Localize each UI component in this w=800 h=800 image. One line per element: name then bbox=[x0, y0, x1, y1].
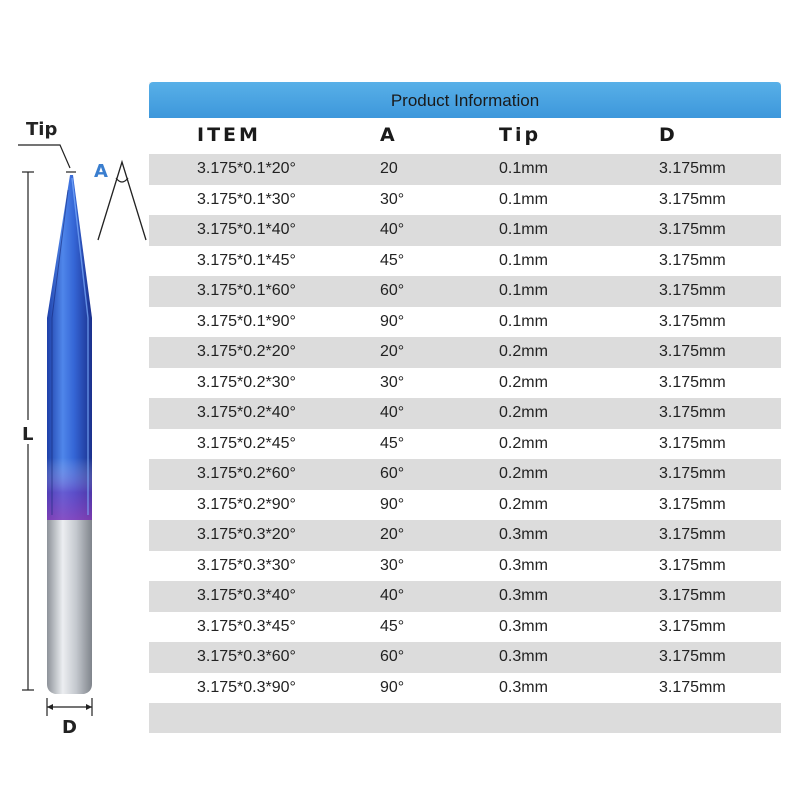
table-row bbox=[149, 459, 781, 490]
cell-diameter: 3.175mm bbox=[659, 404, 726, 421]
cell-diameter: 3.175mm bbox=[659, 343, 726, 360]
cell-tip: 0.1mm bbox=[499, 221, 548, 238]
table-row bbox=[149, 642, 781, 673]
cell-diameter: 3.175mm bbox=[659, 312, 726, 330]
cell-item: 3.175*0.1*20° bbox=[197, 160, 296, 177]
column-header-tip: Tip bbox=[499, 124, 542, 146]
cell-tip: 0.2mm bbox=[499, 404, 548, 421]
table-row bbox=[149, 154, 781, 185]
table-row bbox=[149, 307, 781, 338]
cell-angle: 20° bbox=[380, 343, 405, 360]
cell-angle: 60° bbox=[380, 648, 405, 665]
cell-angle: 40° bbox=[380, 404, 405, 421]
cell-item: 3.175*0.3*20° bbox=[197, 526, 296, 543]
cell-tip: 0.1mm bbox=[499, 251, 548, 269]
table-row bbox=[149, 581, 781, 612]
cell-diameter: 3.175mm bbox=[659, 495, 726, 513]
table-row bbox=[149, 520, 781, 551]
cell-angle: 30° bbox=[380, 190, 405, 208]
cell-tip: 0.2mm bbox=[499, 495, 548, 513]
cell-item: 3.175*0.3*45° bbox=[197, 617, 296, 635]
cell-item: 3.175*0.2*40° bbox=[197, 404, 296, 421]
cell-angle: 45° bbox=[380, 251, 405, 269]
cell-tip: 0.2mm bbox=[499, 343, 548, 360]
table-row bbox=[149, 368, 781, 399]
cell-diameter: 3.175mm bbox=[659, 526, 726, 543]
table-row bbox=[149, 612, 781, 643]
cell-diameter: 3.175mm bbox=[659, 648, 726, 665]
table-footer-row bbox=[149, 703, 781, 733]
cell-diameter: 3.175mm bbox=[659, 373, 726, 391]
table-header-row bbox=[149, 118, 781, 154]
cell-item: 3.175*0.3*30° bbox=[197, 556, 296, 574]
column-header-a: A bbox=[380, 124, 398, 146]
cell-tip: 0.3mm bbox=[499, 678, 548, 696]
cell-tip: 0.1mm bbox=[499, 312, 548, 330]
table-row bbox=[149, 398, 781, 429]
column-header-item: ITEM bbox=[197, 124, 261, 146]
cell-tip: 0.2mm bbox=[499, 465, 548, 482]
cell-tip: 0.2mm bbox=[499, 434, 548, 452]
cell-diameter: 3.175mm bbox=[659, 617, 726, 635]
cell-diameter: 3.175mm bbox=[659, 251, 726, 269]
cell-tip: 0.2mm bbox=[499, 373, 548, 391]
table-row bbox=[149, 673, 781, 704]
cell-tip: 0.1mm bbox=[499, 282, 548, 299]
cell-angle: 90° bbox=[380, 678, 405, 696]
cell-item: 3.175*0.2*90° bbox=[197, 495, 296, 513]
column-header-d: D bbox=[659, 124, 678, 146]
cell-tip: 0.3mm bbox=[499, 648, 548, 665]
table-body bbox=[149, 154, 781, 703]
cell-diameter: 3.175mm bbox=[659, 221, 726, 238]
cell-tip: 0.3mm bbox=[499, 526, 548, 543]
table-row bbox=[149, 429, 781, 460]
cell-angle: 90° bbox=[380, 495, 405, 513]
cell-item: 3.175*0.1*40° bbox=[197, 221, 296, 238]
bit-shank bbox=[47, 520, 92, 694]
tip-leader-line bbox=[18, 145, 70, 168]
cell-angle: 30° bbox=[380, 556, 405, 574]
cell-angle: 45° bbox=[380, 617, 405, 635]
cell-diameter: 3.175mm bbox=[659, 434, 726, 452]
table-row bbox=[149, 215, 781, 246]
table-row bbox=[149, 185, 781, 216]
cell-diameter: 3.175mm bbox=[659, 160, 726, 177]
cell-item: 3.175*0.1*30° bbox=[197, 190, 296, 208]
cell-item: 3.175*0.1*45° bbox=[197, 251, 296, 269]
cell-angle: 40° bbox=[380, 587, 405, 604]
length-label: L bbox=[22, 424, 34, 445]
table-row bbox=[149, 246, 781, 277]
cell-item: 3.175*0.2*30° bbox=[197, 373, 296, 391]
cell-diameter: 3.175mm bbox=[659, 587, 726, 604]
cell-tip: 0.3mm bbox=[499, 587, 548, 604]
cell-diameter: 3.175mm bbox=[659, 678, 726, 696]
diameter-label: D bbox=[62, 717, 77, 738]
cell-diameter: 3.175mm bbox=[659, 190, 726, 208]
table-row bbox=[149, 490, 781, 521]
cell-tip: 0.1mm bbox=[499, 160, 548, 177]
cell-angle: 30° bbox=[380, 373, 405, 391]
cell-item: 3.175*0.3*60° bbox=[197, 648, 296, 665]
cell-item: 3.175*0.3*40° bbox=[197, 587, 296, 604]
cell-item: 3.175*0.2*45° bbox=[197, 434, 296, 452]
table-row bbox=[149, 551, 781, 582]
cell-tip: 0.1mm bbox=[499, 190, 548, 208]
cell-angle: 60° bbox=[380, 465, 405, 482]
cell-angle: 20 bbox=[380, 160, 398, 177]
cell-item: 3.175*0.2*20° bbox=[197, 343, 296, 360]
cell-diameter: 3.175mm bbox=[659, 465, 726, 482]
cell-angle: 20° bbox=[380, 526, 405, 543]
cell-item: 3.175*0.3*90° bbox=[197, 678, 296, 696]
tip-label: Tip bbox=[26, 119, 58, 140]
cell-tip: 0.3mm bbox=[499, 556, 548, 574]
cell-angle: 45° bbox=[380, 434, 405, 452]
table-row bbox=[149, 276, 781, 307]
cell-angle: 40° bbox=[380, 221, 405, 238]
cell-diameter: 3.175mm bbox=[659, 282, 726, 299]
cell-angle: 90° bbox=[380, 312, 405, 330]
angle-arc bbox=[116, 178, 128, 182]
cell-tip: 0.3mm bbox=[499, 617, 548, 635]
product-information-table bbox=[149, 82, 781, 733]
cell-angle: 60° bbox=[380, 282, 405, 299]
cell-item: 3.175*0.1*90° bbox=[197, 312, 296, 330]
table-row bbox=[149, 337, 781, 368]
cell-item: 3.175*0.1*60° bbox=[197, 282, 296, 299]
table-title: Product Information bbox=[149, 82, 781, 118]
engraving-bit-diagram bbox=[0, 0, 150, 800]
angle-label: A bbox=[94, 161, 108, 182]
cell-diameter: 3.175mm bbox=[659, 556, 726, 574]
cell-item: 3.175*0.2*60° bbox=[197, 465, 296, 482]
